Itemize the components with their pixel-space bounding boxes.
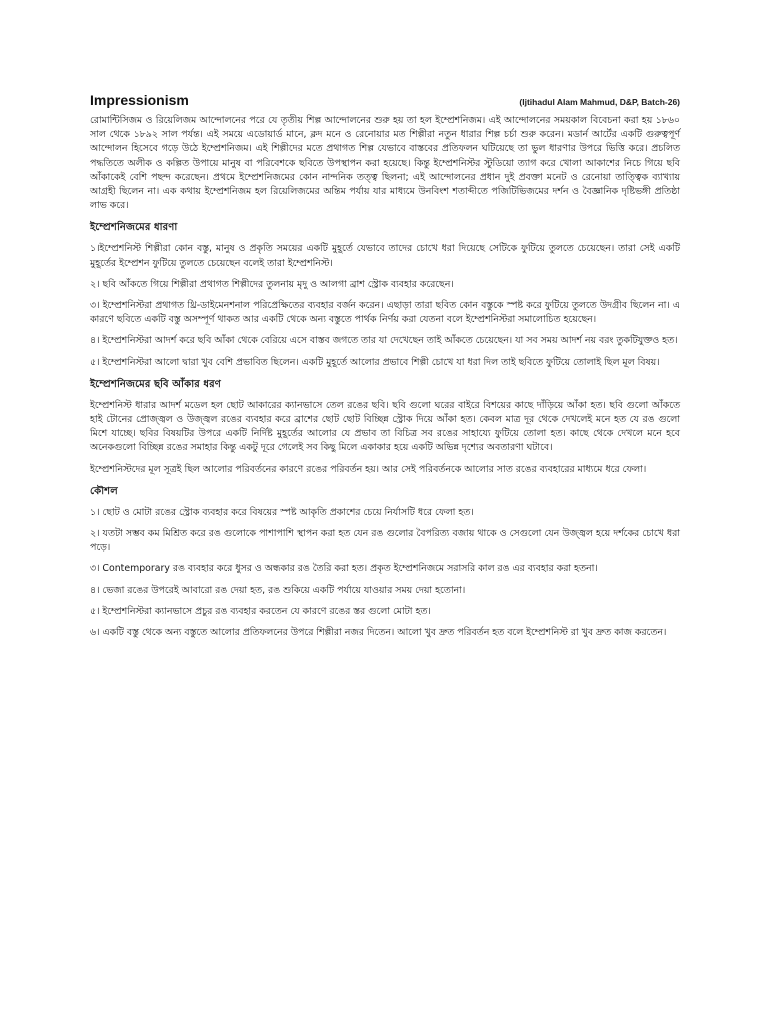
technique-point: ১। ছোট ও মোটা রঙের স্ট্রোক ব্যবহার করে বিষয়ের স্পষ্ট আকৃতি প্রকাশের চেয়ে নির্যাসটি ধরে ফেলা হত।: [90, 506, 474, 518]
concept-point: ৪। ইম্প্রেশনিস্টরা আদর্শ করে ছবি আঁকা থেকে বেরিয়ে এসে বাস্তব জগতে তার যা দেখেছেন তাই আঁকতে চেয়েছেন। যা সব সময় আদর্শ নয় বরং তুকটিযুক্তও হত।: [90, 335, 678, 347]
document-page: [90, 92, 680, 647]
concept-point: ১।ইম্প্রেশনিস্ট শিল্পীরা কোন বস্তু, মানুষ ও প্রকৃতি সময়ের একটি মুহূর্তে যেভাবে তাদের চোখে ধরা দিয়েছে সেটিকে ফুটিয়ে তুলতে চেয়েছেন। তারা সেই একটি মুহূর্তের ইম্প্রেশন ফুটিয়ে তুলতে চেয়েছেন বলেই তারা ইম্প্রেশনিস্ট।: [90, 243, 680, 269]
technique-point: ৫। ইম্প্রেশনিস্টরা ক্যানভাসে প্রচুর রঙ ব্যবহার করতেন যে কারণে রঙের স্তর গুলো মোটা হত।: [90, 605, 431, 617]
intro-paragraph: রোমান্টিসিজম ও রিয়েলিজম আন্দোলনের পরে যে তৃতীয় শিল্প আন্দোলনের শুরু হয় তা হল ইম্প্রেশনিজম। এই আন্দোলনের সময়কাল বিবেচনা করা হয় ১৮৬০ সাল থেকে ১৮৯২ সাল পর্যন্ত। এই সময়ে এডোয়ার্ড মানে, ক্লদ মনে ও রেনোয়ার মত শিল্পীরা নতুন ধারার শিল্প চর্চা শুরু করেন। মডার্ন আর্টের একটি গুরুত্বপূর্ণ আন্দোলন হিসেবে গড়ে উঠে ইম্প্রেশনিজম। এই শিল্পীদের মতে প্রথাগত শিল্প যেভাবে বাস্তবের প্রতিফলন ঘটিয়েছে তা ভুল ধারণার উপরে ভিত্তি করে। প্রচলিত পদ্ধতিতে অলীক ও কল্পিত উপায়ে মানুষ বা পরিবেশকে ছবিতে উপস্থাপন করা হয়েছে। কিন্তু ইম্প্রেশনিস্টর স্টুডিয়ো ত্যাগ করে খোলা আকাশের নিচে গিয়ে ছবি আঁকাকেই বেশি পছন্দ করেছেন। প্রথমে ইম্প্রেশনিজমের কোন নান্দনিক তত্ত্ব ছিলনা; এই আন্দোলনের প্রধান দুই প্রবক্তা মনেট ও রেনোয়া তাত্ত্বিক ব্যাখ্যায় আগ্রহী ছিলেন না। এক কথায় ইম্প্রেশনিজম হল রিয়েলিজমের অন্তিম পর্যায় যার মাধ্যমে উনবিংশ শতাব্দীতে পজিটিভিজমের দর্শন ও বৈজ্ঞানিক দৃষ্টিভঙ্গী প্রতিষ্ঠা লাভ করে।: [90, 115, 680, 212]
technique-point: ৪। ভেজা রঙের উপরেই আবারো রঙ দেয়া হত, রঙ শুকিয়ে একটি পর্যায়ে যাওয়ার সময় দেয়া হতোনা।: [90, 584, 466, 596]
technique-point: ৩। Contemporary রঙ ব্যবহার করে ধুসর ও অন্ধকার রঙ তৈরি করা হত। প্রকৃত ইম্প্রেশনিজমে সরাসরি কাল রঙ এর ব্যবহার করা হতনা।: [90, 563, 598, 575]
document-title: Impressionism: [90, 92, 189, 108]
concept-point: ৩। ইম্প্রেশনিস্টরা প্রথাগত থ্রি-ডাইমেনশনাল পরিপ্রেক্ষিতের ব্যবহার বর্জন করেন। এছাড়া তারা ছবিত কোন বস্তুকে স্পষ্ট করে ফুটিয়ে তুলতে উদগ্রীব ছিলেন না। এ কারণে ছবিতে একটি বস্তু অসম্পূর্ণ থাকত আর একটি থেকে অন্য বস্তুতে পার্থক নির্ণয় করা যেতনা বলে ইম্প্রেশনিস্টরা সমালোচিত হয়েছেন।: [90, 300, 680, 326]
technique-point: ২। যতটা সম্ভব কম মিশ্রিত করে রঙ গুলোকে পাশাপাশি স্থাপন করা হত যেন রঙ গুলোর বৈপরিত্য বজায় থাকে ও সেগুলো যেন উজ্জ্বল হয়ে দর্শকের চোখে ধরা পড়ে।: [90, 528, 680, 554]
author-credit: (Ijtihadul Alam Mahmud, D&P, Batch-26): [519, 97, 680, 107]
style-paragraph: ইম্প্রেশনিস্টদের মূল সূত্রই ছিল আলোর পরিবর্তনের কারণে রঙের পরিবর্তন হয়। আর সেই পরিবর্তনকে আলোর সাত রঙের ব্যবহারের মাধ্যমে ধরে ফেলা।: [90, 463, 647, 475]
section-heading-concept: ইম্প্রেশনিজমের ধারণা: [90, 222, 178, 234]
concept-point: ২। ছবি আঁকতে গিয়ে শিল্পীরা প্রথাগত শিল্পীদের তুলনায় মৃদু ও আলগা ব্রাশ স্ট্রোক ব্যবহার করেছেন।: [90, 278, 454, 290]
document-header: [90, 92, 680, 108]
concept-point: ৫। ইম্প্রেশনিস্টরা আলো দ্বারা খুব বেশি প্রভাবিত ছিলেন। একটি মুহূর্তে আলোর প্রভাবে শিল্পী চোখে যা ধরা দিল তাই ছবিতে ফুটিয়ে তোলাই ছিল মূল বিষয়।: [90, 356, 660, 368]
section-heading-painting-style: ইম্প্রেশনিজমের ছবি আঁকার ধরণ: [90, 378, 221, 390]
technique-point: ৬। একটি বস্তু থেকে অন্য বস্তুতে আলোর প্রতিফলনের উপরে শিল্পীরা নজর দিতেন। আলো খুব দ্রুত পরিবর্তন হত বলে ইম্প্রেশনিস্ট রা খুব দ্রুত কাজ করতেন।: [90, 627, 667, 639]
style-paragraph: ইম্প্রেশনিস্ট ধারার আদর্শ মডেল হল ছোট আকারের ক্যানভাসে তেল রঙের ছবি। ছবি গুলো ঘরের বাইরে বিশয়ের কাছে দাঁড়িয়ে আঁকা হত। ছবি গুলো আঁকতে হাই টোনের প্রোজ্জ্বল ও উজ্জ্বল রঙের ব্যবহার করে ব্রাশের ছোট ছোট বিচ্ছিন্ন স্ট্রোক দিয়ে আঁকা হত। কেবল মাত্র দূর থেকে দেখলেই মনে হত যে রঙ গুলো মিশে যাচ্ছে। ছবির বিষয়টির উপরে একটি নির্দিষ্ট মুহূর্তের আলোর যে প্রভাব তা বিচিত্র সব রঙের সাহায্যে ফুটিয়ে তোলা হত। কাছে থেকে দেখলে মনে হবে অনেকগুলো বিচ্ছিন্ন রঙের সমাহার কিন্তু একটু দূরে গেলেই সব কিছু মিলে একাকার হয়ে একটি অভিন্ন দৃশ্যের অবতারণা ঘটাবে।: [90, 399, 680, 454]
section-heading-technique: কৌশল: [90, 485, 118, 497]
